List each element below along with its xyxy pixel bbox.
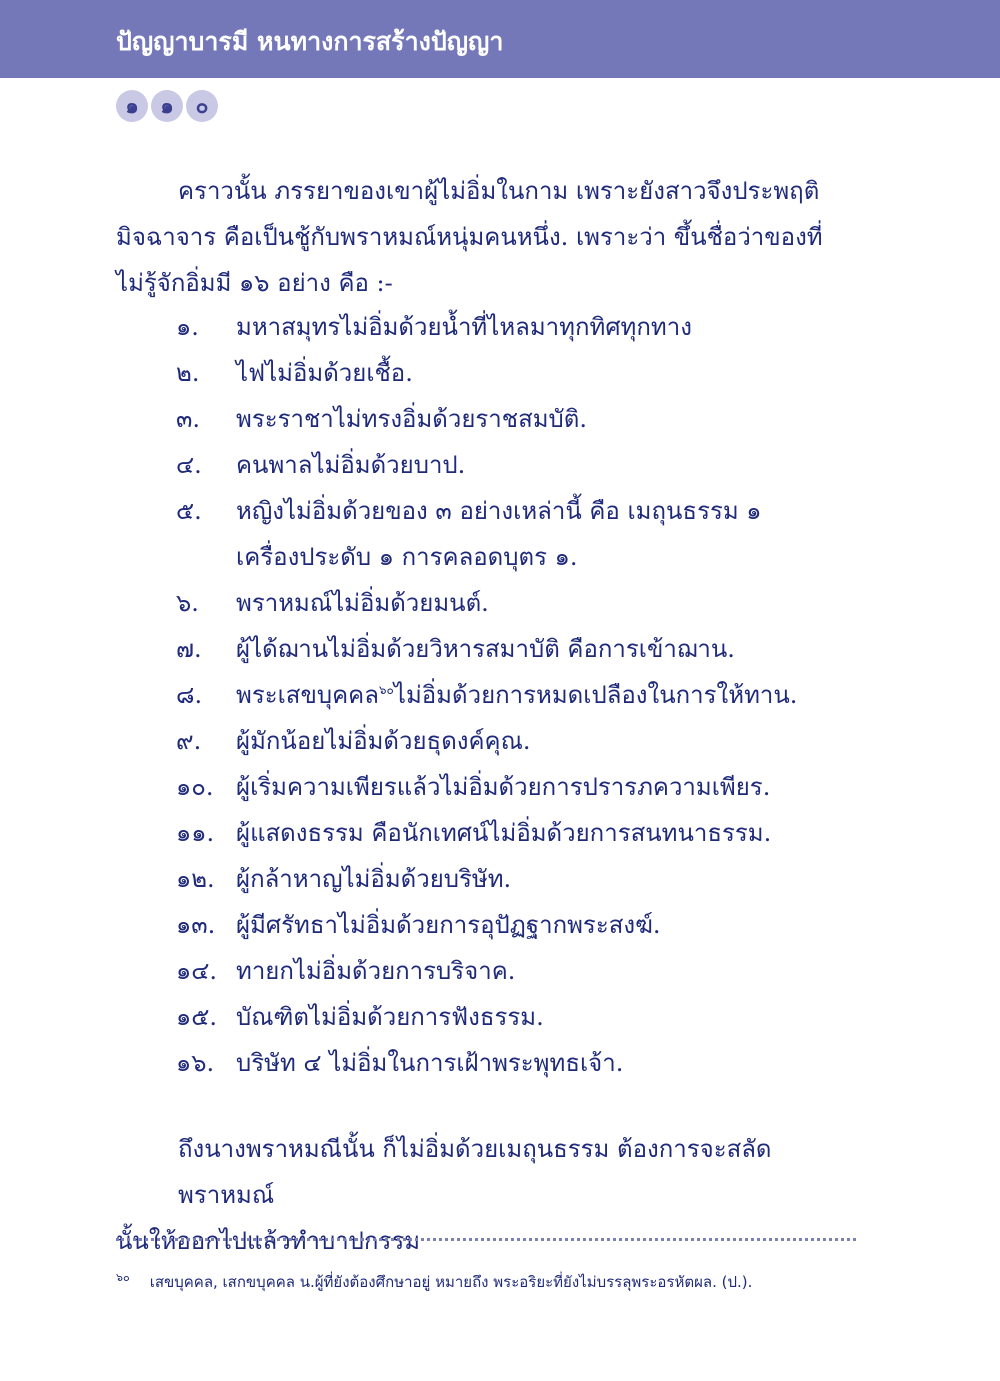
footnote-number: ๖๐	[116, 1271, 130, 1284]
closing-line: ถึงนางพราหมณีนั้น ก็ไม่อิ่มด้วยเมถุนธรรม ต้องการจะสลัดพราหมณ์	[178, 1135, 772, 1209]
footnote-text: เสขบุคคล, เสกขบุคคล น.ผู้ที่ยังต้องศึกษาอยู่ หมายถึง พระอริยะที่ยังไม่บรรลุพระอรหัตผล. (ป.).	[149, 1273, 753, 1291]
item-number: ๑๐.	[176, 773, 214, 801]
footnote	[116, 1268, 876, 1294]
item-number: ๕.	[176, 497, 202, 525]
insatiable-list	[176, 304, 876, 1086]
item-text: ผู้แสดงธรรม คือนักเทศน์ไม่อิ่มด้วยการสนทนาธรรม.	[236, 819, 772, 847]
item-number: ๑๔.	[176, 957, 218, 985]
list-item	[176, 718, 876, 764]
page-number	[116, 90, 218, 122]
item-number: ๓.	[176, 405, 201, 433]
list-item	[176, 1040, 876, 1086]
item-text: บัณฑิตไม่อิ่มด้วยการฟังธรรม.	[236, 1003, 544, 1031]
list-item	[176, 396, 876, 442]
intro-line: ไม่รู้จักอิ่มมี ๑๖ อย่าง คือ :-	[116, 269, 393, 297]
item-text: มหาสมุทรไม่อิ่มด้วยน้ำที่ไหลมาทุกทิศทุกทาง	[236, 313, 692, 341]
item-number: ๑๑.	[176, 819, 215, 847]
list-item	[176, 810, 876, 856]
item-number: ๖.	[176, 589, 199, 617]
page-digit: ๐	[186, 90, 218, 122]
item-text: คนพาลไม่อิ่มด้วยบาป.	[236, 451, 466, 479]
item-text: ผู้มักน้อยไม่อิ่มด้วยธุดงค์คุณ.	[236, 727, 531, 755]
item-number: ๑๓.	[176, 911, 216, 939]
list-item	[176, 948, 876, 994]
item-text: ผู้ได้ฌานไม่อิ่มด้วยวิหารสมาบัติ คือการเข้าฌาน.	[236, 635, 735, 663]
item-number: ๔.	[176, 451, 202, 479]
closing-paragraph	[116, 1126, 856, 1264]
intro-paragraph	[116, 168, 856, 306]
list-item	[176, 626, 876, 672]
item-number: ๑.	[176, 313, 199, 341]
item-number: ๘.	[176, 681, 203, 709]
book-title: ปัญญาบารมี หนทางการสร้างปัญญา	[116, 27, 504, 56]
footnote-divider	[116, 1238, 856, 1241]
item-number: ๑๒.	[176, 865, 215, 893]
footnote-marker[interactable]: ๖๐	[378, 683, 394, 697]
item-text-line: เครื่องประดับ ๑ การคลอดบุตร ๑.	[236, 543, 578, 571]
item-number: ๑๕.	[176, 1003, 218, 1031]
item-number: ๒.	[176, 359, 200, 387]
item-text: ผู้กล้าหาญไม่อิ่มด้วยบริษัท.	[236, 865, 512, 893]
item-number: ๑๖.	[176, 1049, 215, 1077]
header-bar	[0, 0, 1000, 78]
item-text-part: พระเสขบุคคล	[236, 681, 379, 709]
intro-line: มิจฉาจาร คือเป็นชู้กับพราหมณ์หนุ่มคนหนึ่ง. เพราะว่า ขึ้นชื่อว่าของที่	[116, 223, 823, 251]
intro-line: คราวนั้น ภรรยาของเขาผู้ไม่อิ่มในกาม เพราะยังสาวจึงประพฤติ	[178, 177, 820, 205]
list-item	[176, 856, 876, 902]
item-number: ๗.	[176, 635, 202, 663]
item-text	[236, 488, 876, 580]
item-text: ทายกไม่อิ่มด้วยการบริจาค.	[236, 957, 516, 985]
item-text-part: ไม่อิ่มด้วยการหมดเปลืองในการให้ทาน.	[393, 681, 798, 709]
closing-line: นั้นให้ออกไปแล้วทำบาปกรรม	[116, 1227, 421, 1255]
item-text: ผู้เริ่มความเพียรแล้วไม่อิ่มด้วยการปรารภความเพียร.	[236, 773, 771, 801]
list-item	[176, 488, 876, 580]
item-text: พระราชาไม่ทรงอิ่มด้วยราชสมบัติ.	[236, 405, 587, 433]
list-item	[176, 580, 876, 626]
item-text: ผู้มีศรัทธาไม่อิ่มด้วยการอุปัฏฐากพระสงฆ์.	[236, 911, 661, 939]
item-text: พราหมณ์ไม่อิ่มด้วยมนต์.	[236, 589, 489, 617]
list-item	[176, 764, 876, 810]
list-item	[176, 902, 876, 948]
item-number: ๙.	[176, 727, 202, 755]
list-item	[176, 442, 876, 488]
item-text-line: หญิงไม่อิ่มด้วยของ ๓ อย่างเหล่านี้ คือ เมถุนธรรม ๑	[236, 497, 762, 525]
item-text: บริษัท ๔ ไม่อิ่มในการเฝ้าพระพุทธเจ้า.	[236, 1049, 624, 1077]
item-text: ไฟไม่อิ่มด้วยเชื้อ.	[236, 359, 413, 387]
item-text	[236, 672, 876, 718]
list-item	[176, 304, 876, 350]
list-item	[176, 672, 876, 718]
list-item	[176, 994, 876, 1040]
page-digit: ๑	[151, 90, 183, 122]
list-item	[176, 350, 876, 396]
page-digit: ๑	[116, 90, 148, 122]
